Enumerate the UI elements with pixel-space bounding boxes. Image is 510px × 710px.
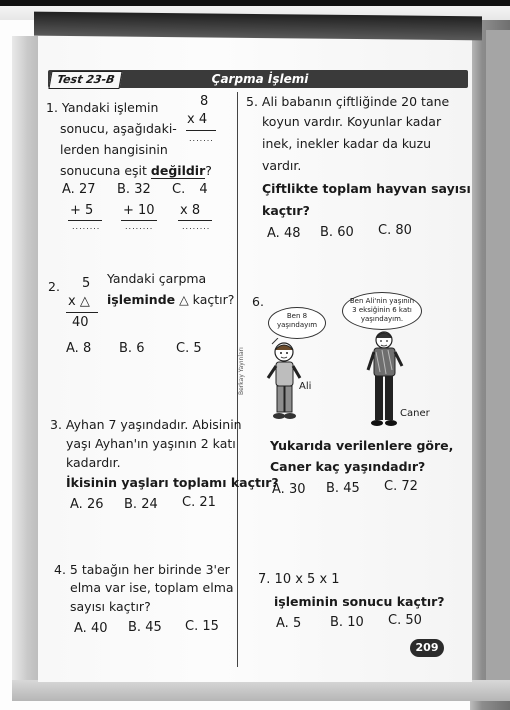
q1-option-a-dots: ........ [72,222,101,231]
name-label-ali: Ali [299,381,312,392]
q1-operation-result: ....... [189,134,214,143]
q2-option-a[interactable]: A. 8 [66,341,92,356]
q3-option-a[interactable]: A. 26 [70,497,104,512]
q7-option-c[interactable]: C. 50 [388,613,422,628]
q1-operation-line [186,130,216,131]
q1-option-b[interactable]: B. 32 [117,182,151,197]
q2-operation-result: 40 [72,315,89,330]
question-1-line-1: 1. Yandaki işlemin [46,100,159,115]
question-4-line-1: 4. 5 tabağın her birinde 3'er [54,562,230,577]
q1-operation-bottom: x 4 [187,112,208,127]
q6-option-c[interactable]: C. 72 [384,479,418,494]
question-2-line-2: işleminde △ kaçtır? [107,292,235,307]
q3-option-b[interactable]: B. 24 [124,497,158,512]
question-4-line-2: elma var ise, toplam elma [70,580,234,595]
q2-operation-line [66,312,98,313]
speech-bubble-caner: Ben Ali'nin yaşının 3 eksiğinin 6 katı yaşındayım. [342,292,422,330]
page-number-badge: 209 [410,639,444,657]
speech-bubble-ali: Ben 8 yaşındayım [268,307,326,339]
question-3-number: 3. [50,417,62,432]
q1-option-c-bottom: x 8 [180,203,201,218]
test-label: Test 23-B [48,71,123,89]
question-5-number: 5. [246,94,258,109]
question-6-number: 6. [252,294,264,309]
question-5-line-4: vardır. [262,158,302,173]
q1-operation-top: 8 [200,94,209,109]
q3-option-c[interactable]: C. 21 [182,495,216,510]
question-7-expression-line: 7. 10 x 5 x 1 [258,572,340,587]
question-4-line-3: sayısı kaçtır? [70,599,151,614]
q1-option-c-dots: ........ [182,222,211,231]
page-top-shadow [34,12,482,41]
question-2-number: 2. [48,279,60,294]
q1-option-a-line [68,220,102,221]
question-7-question: işleminin sonucu kaçtır? [274,594,445,609]
q6-option-a[interactable]: A. 30 [272,482,306,497]
q1-option-b-dots: ........ [125,222,154,231]
question-5-line-3: inek, inekler kadar da kuzu [262,136,432,151]
name-label-caner: Caner [400,408,430,419]
question-7-number: 7. [258,572,271,587]
q5-option-b[interactable]: B. 60 [320,225,354,240]
question-1-line-3: lerden hangisinin [60,142,168,157]
question-1-line-4: sonucuna eşit değildir? [60,163,212,178]
q1-option-a[interactable]: A. 27 [62,182,96,197]
question-3-line-1: 3. Ayhan 7 yaşındadır. Abisinin [50,417,242,432]
q2-operation-top: 5 [82,276,91,291]
q4-option-a[interactable]: A. 40 [74,621,108,636]
question-3-line-2: yaşı Ayhan'ın yaşının 2 katı [66,436,236,451]
q6-option-b[interactable]: B. 45 [326,481,360,496]
q1-option-b-line [121,220,157,221]
q2-operation-bottom: x △ [68,294,90,309]
question-6-question-1: Yukarıda verilenlere göre, [270,438,454,453]
scan-bottom-edge [12,680,510,701]
topic-title: Çarpma İşlemi [211,72,309,86]
question-1-line-2: sonucu, aşağıdaki- [60,121,177,136]
publisher-label: Berkay Yayınları [238,347,245,395]
q2-option-b[interactable]: B. 6 [119,341,145,356]
q1-option-c-line [178,220,212,221]
q7-option-b[interactable]: B. 10 [330,615,364,630]
q5-option-a[interactable]: A. 48 [267,226,301,241]
scan-right-edge-shadow [486,30,510,701]
q4-option-c[interactable]: C. 15 [185,619,219,634]
question-3-line-3: kadardır. [66,455,121,470]
q7-option-a[interactable]: A. 5 [276,616,302,631]
question-5-line-1: 5. Ali babanın çiftliğinde 20 tane [246,94,450,109]
question-2-line-1: Yandaki çarpma [107,271,207,286]
q1-option-b-bottom: + 10 [123,203,155,218]
question-5-line-2: koyun vardır. Koyunlar kadar [262,114,442,129]
question-4-number: 4. [54,562,66,577]
q2-option-c[interactable]: C. 5 [176,341,202,356]
q5-option-c[interactable]: C. 80 [378,223,412,238]
q4-option-b[interactable]: B. 45 [128,620,162,635]
q1-option-a-bottom: + 5 [70,203,94,218]
question-6-question-2: Caner kaç yaşındadır? [270,459,426,474]
question-5-question-2: kaçtır? [262,203,310,218]
question-1-number: 1. [46,100,58,115]
question-3-question: İkisinin yaşları toplamı kaçtır? [66,475,279,490]
question-5-question-1: Çiftlikte toplam hayvan sayısı [262,181,471,196]
scan-left-edge [12,36,38,686]
q1-option-c[interactable]: C. 4 [172,182,208,197]
